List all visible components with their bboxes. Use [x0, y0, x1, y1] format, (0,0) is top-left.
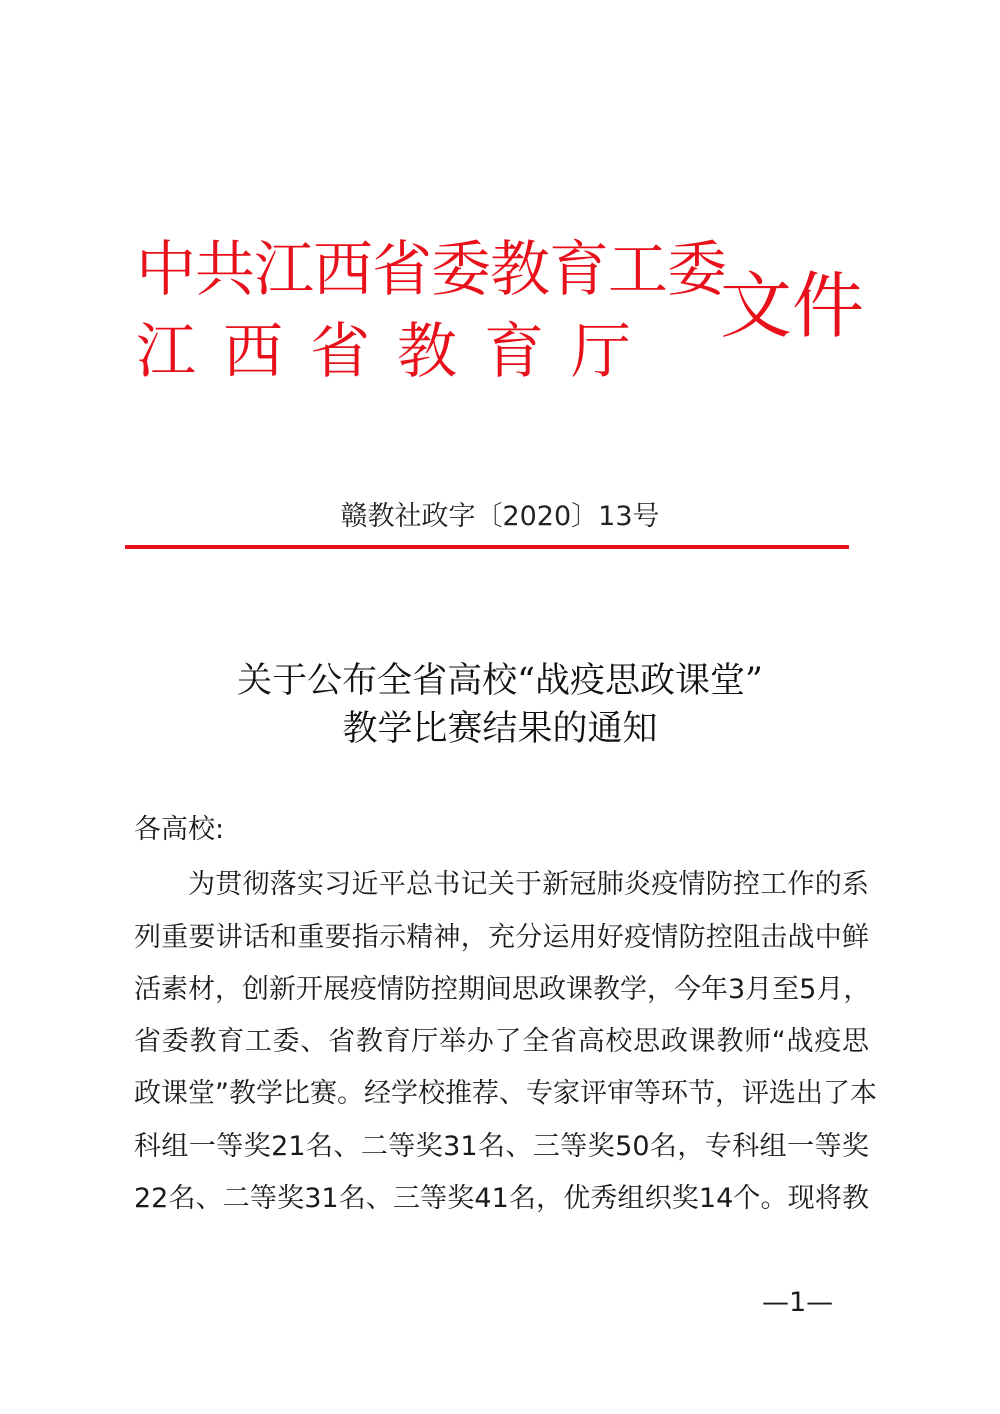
document-title-line-2: 教学比赛结果的通知: [342, 709, 658, 749]
red-divider-line: [125, 545, 849, 549]
body-line: 政课堂”教学比赛。经学校推荐、专家评审等环节，评选出了本: [134, 1078, 877, 1109]
page-number: —1—: [762, 1287, 834, 1318]
body-line: 科组一等奖21名、二等奖31名、三等奖50名，专科组一等奖: [134, 1131, 869, 1162]
body-line: 22名、二等奖31名、三等奖41名，优秀组织奖14个。现将教: [134, 1183, 869, 1214]
body-line: 活素材，创新开展疫情防控期间思政课教学，今年3月至5月，: [134, 974, 871, 1005]
issuing-org-line-1: 中共江西省委教育工委: [136, 235, 726, 305]
document-title-line-1: 关于公布全省高校“战疫思政课堂”: [237, 661, 763, 701]
body-line: 省委教育工委、省教育厅举办了全省高校思政课教师“战疫思: [134, 1026, 869, 1057]
document-number: 赣教社政字〔2020〕13号: [340, 501, 660, 532]
document-type-label: 文件: [720, 264, 865, 348]
salutation: 各高校:: [134, 814, 225, 845]
body-line: 为贯彻落实习近平总书记关于新冠肺炎疫情防控工作的系: [188, 869, 869, 900]
body-line: 列重要讲话和重要指示精神，充分运用好疫情防控阻击战中鲜: [134, 922, 869, 953]
issuing-org-line-2: 江西省教育厅: [136, 317, 658, 387]
